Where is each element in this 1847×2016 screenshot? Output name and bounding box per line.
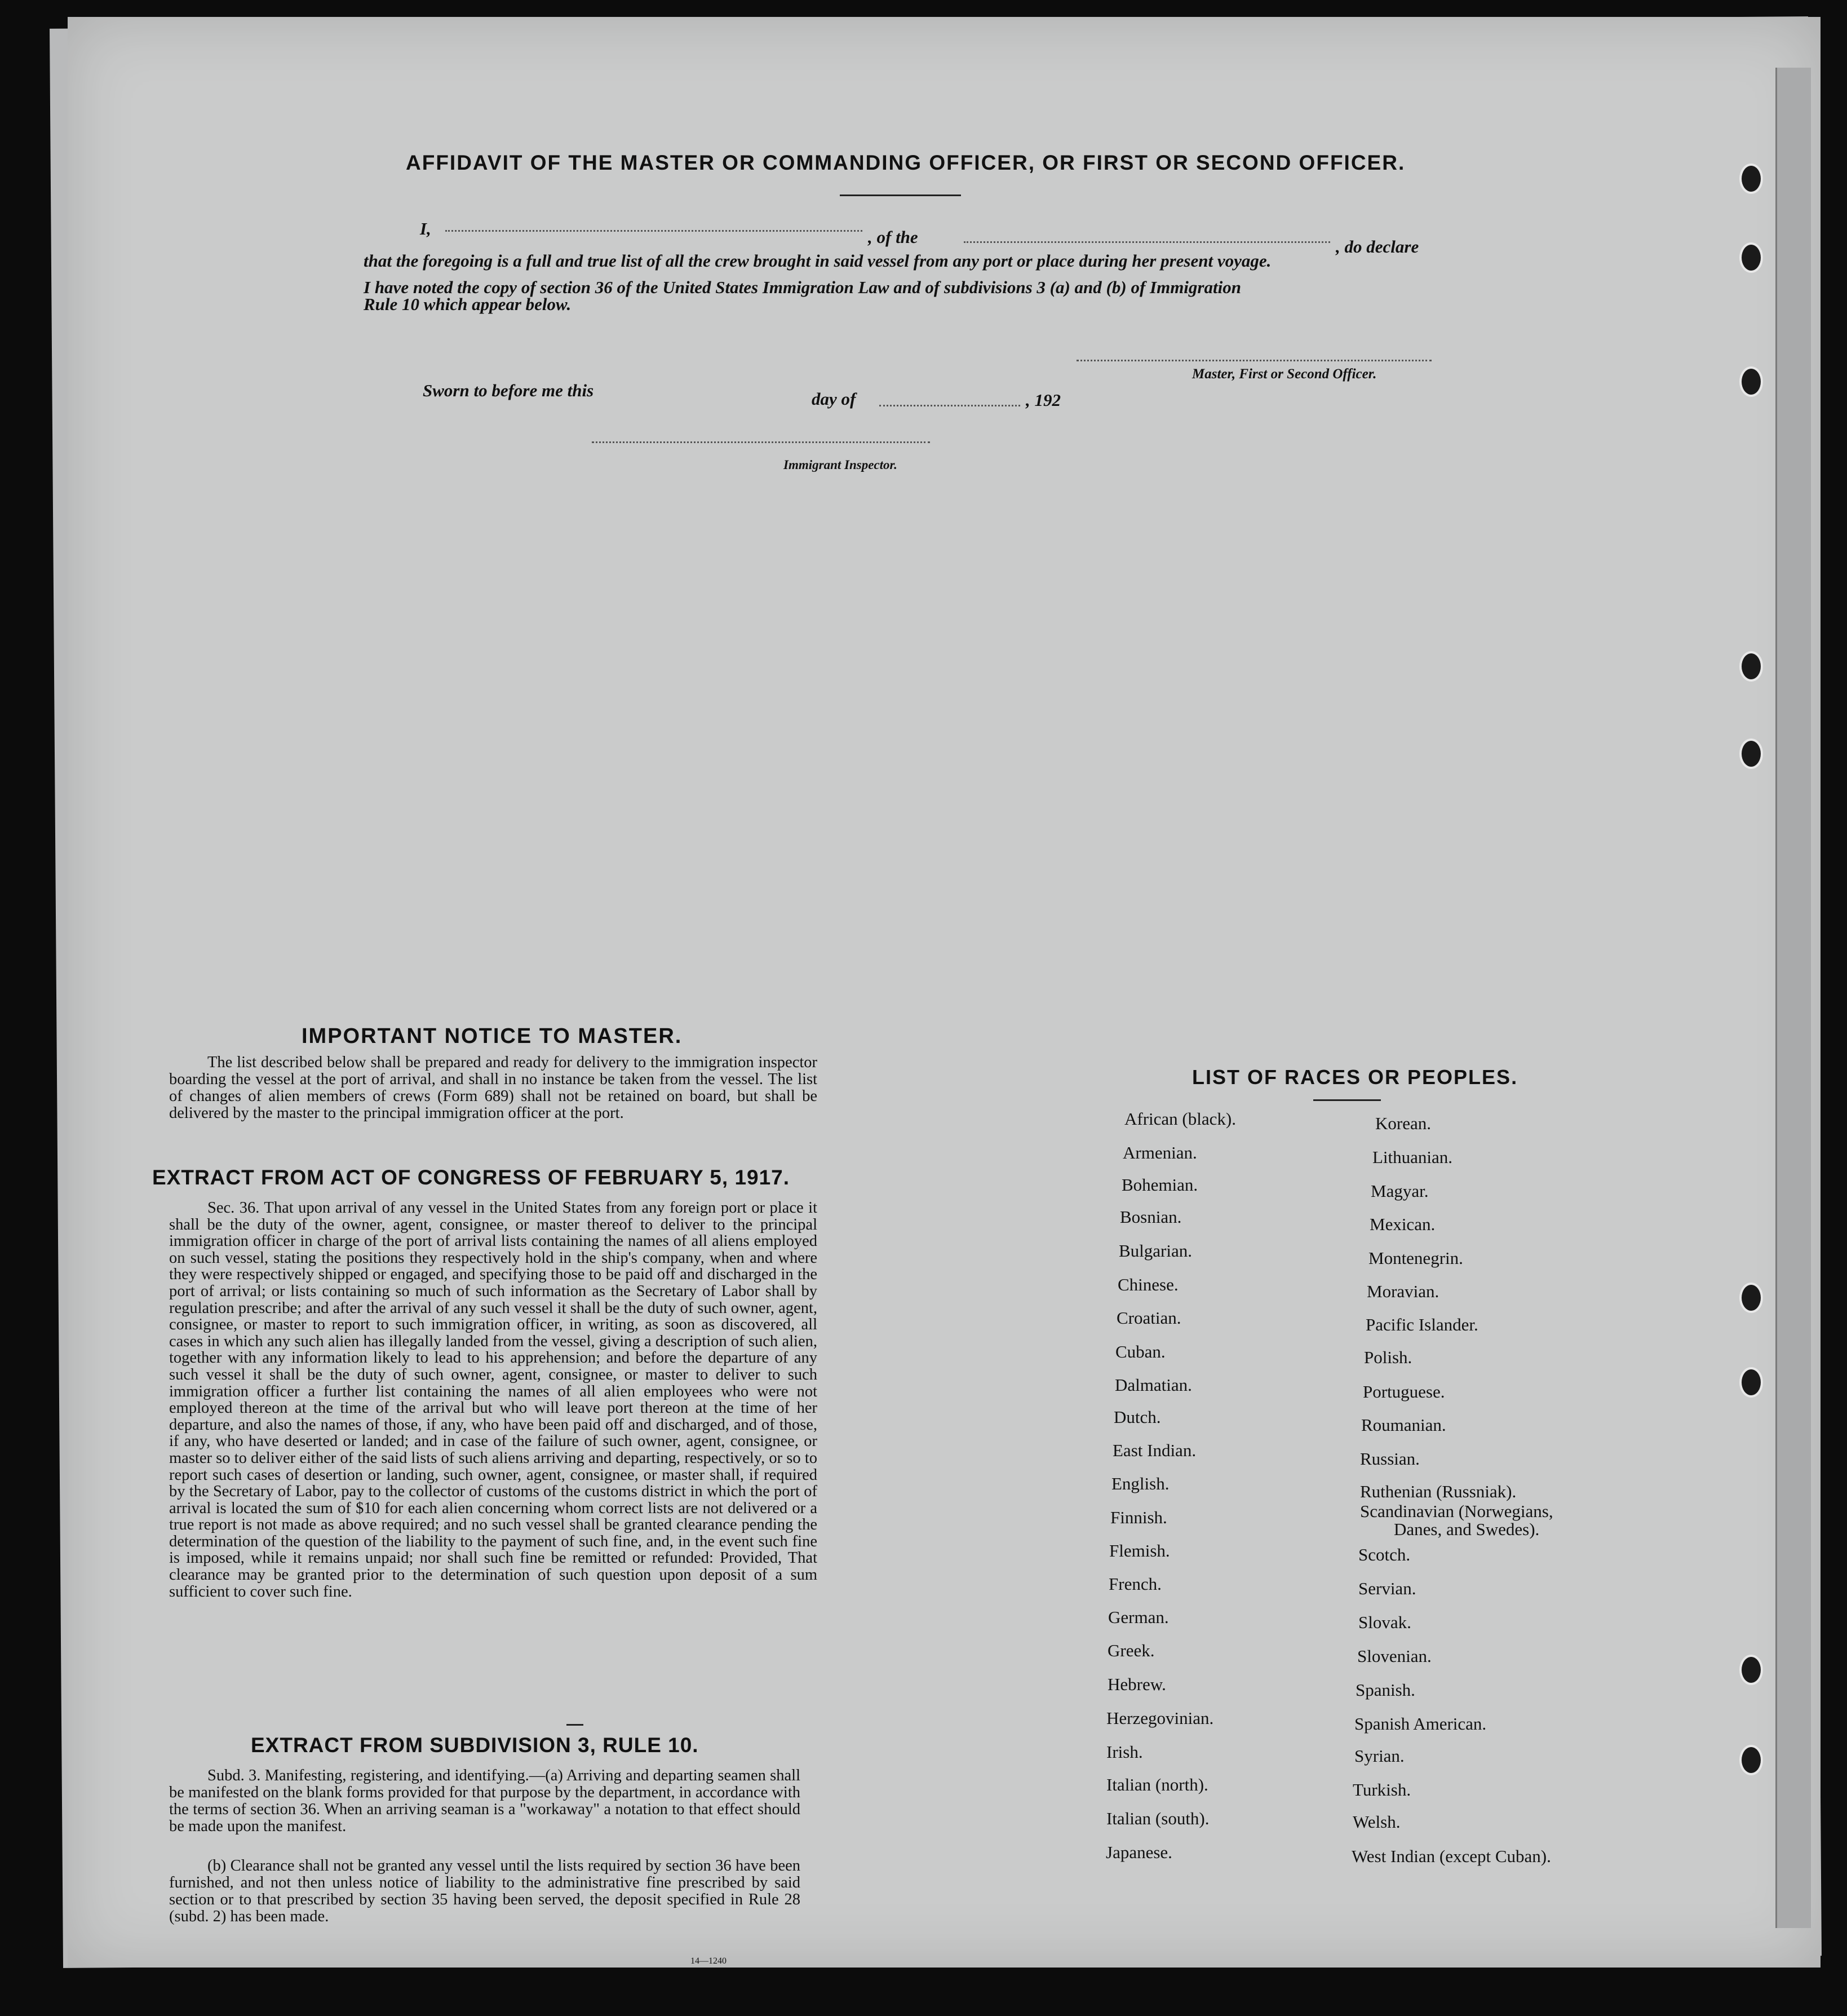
race-item: Danes, and Swedes).	[1394, 1519, 1540, 1539]
races-title: LIST OF RACES OR PEOPLES.	[1192, 1066, 1518, 1089]
punch-hole	[1739, 1745, 1763, 1775]
affidavit-do-declare: , do declare	[1336, 237, 1419, 257]
race-item: Spanish.	[1356, 1680, 1415, 1700]
date-field-line	[879, 405, 1020, 406]
punch-hole	[1739, 1367, 1763, 1398]
race-item: Bosnian.	[1120, 1207, 1182, 1227]
punch-hole	[1739, 651, 1763, 682]
race-item: Korean.	[1375, 1113, 1431, 1133]
race-item: Ruthenian (Russniak).	[1360, 1482, 1517, 1501]
master-signature-line	[1077, 360, 1432, 361]
race-item: Croatian.	[1117, 1308, 1181, 1328]
page-edge	[1775, 68, 1811, 1928]
race-item: Montenegrin.	[1368, 1248, 1463, 1268]
divider	[840, 194, 961, 196]
race-item: African (black).	[1124, 1109, 1236, 1129]
race-item: Slovak.	[1358, 1612, 1411, 1632]
race-item: Magyar.	[1371, 1181, 1429, 1201]
form-number: 14—1240	[690, 1956, 727, 1966]
race-item: Pacific Islander.	[1366, 1315, 1478, 1334]
race-item: Servian.	[1358, 1579, 1416, 1598]
race-item: Bulgarian.	[1119, 1241, 1192, 1261]
punch-hole	[1739, 1655, 1763, 1685]
race-item: Turkish.	[1353, 1780, 1411, 1800]
race-item: Cuban.	[1115, 1342, 1166, 1361]
punch-hole	[1739, 1283, 1763, 1313]
year-label: , 192	[1026, 390, 1061, 410]
race-item: Scotch.	[1358, 1545, 1411, 1564]
divider	[566, 1724, 583, 1726]
punch-hole	[1739, 242, 1763, 273]
day-of-label: day of	[812, 389, 856, 409]
vessel-field-line	[964, 241, 1330, 243]
divider	[1313, 1099, 1381, 1101]
name-field-line	[445, 230, 862, 232]
race-item: Flemish.	[1109, 1541, 1170, 1560]
affidavit-of-the: , of the	[868, 227, 918, 247]
race-item: East Indian.	[1113, 1440, 1197, 1460]
race-item: Scandinavian (Norwegians,	[1360, 1501, 1553, 1521]
affidavit-line-4: Rule 10 which appear below.	[364, 294, 572, 314]
notice-title: IMPORTANT NOTICE TO MASTER.	[302, 1024, 683, 1048]
race-item: Roumanian.	[1361, 1415, 1446, 1435]
race-item: Russian.	[1360, 1449, 1420, 1469]
document-page	[68, 17, 1821, 1968]
race-item: Dutch.	[1114, 1407, 1161, 1427]
subdivision-text-a: Subd. 3. Manifesting, registering, and identifying.—(a) Arriving and departing seamen shall be manifested on the blank forms provided for that purpose by the department, in accordance with the terms of section 36. When an arriving seaman is a "workaway" a notation to that effect should be made upon the manifest.	[169, 1767, 800, 1835]
race-item: Dalmatian.	[1115, 1375, 1192, 1395]
race-item: Herzegovinian.	[1106, 1708, 1214, 1728]
race-item: Italian (south).	[1106, 1809, 1210, 1828]
race-item: Welsh.	[1353, 1812, 1401, 1832]
subdivision-title: EXTRACT FROM SUBDIVISION 3, RULE 10.	[251, 1734, 699, 1757]
race-item: Polish.	[1364, 1347, 1412, 1367]
sworn-label: Sworn to before me this	[423, 381, 594, 400]
master-signature-label: Master, First or Second Officer.	[1192, 366, 1377, 382]
race-item: Greek.	[1108, 1641, 1155, 1660]
act-text: Sec. 36. That upon arrival of any vessel in the United States from any foreign port or place it shall be the duty of the owner, agent, consignee, or master thereof to deliver to the principal immigration officer in charge of the port of arrival lists containing the names of all aliens employed on such vessel, stating the positions they respectively hold in the ship's company, when and where they were respectively shipped or engaged, and specifying those to be paid off and discharged in the port of arrival; or lists containing so much of such information as the Secretary of Labor shall by regulation prescribe; and after the arrival of any such vessel it shall be the duty of such owner, agent, consignee, or master to report to such immigration officer, in writing, as soon as discovered, all cases in which any such alien has illegally landed from the vessel, giving a description of such alien, together with any information likely to lead to his apprehension; and before the departure of any such vessel it shall be the duty of such owner, agent, consignee, or master to deliver to such immigration officer a further list containing the names of all alien employees who were not employed thereon at the time of the arrival but who will leave port thereon at the time of her departure, and also the names of those, if any, who have been paid off and discharged, and of those, if any, who have deserted or landed; and in case of the failure of such owner, agent, consignee, or master so to deliver either of the said lists of such aliens arriving and departing, respectively, or so to report such cases of desertion or landing, such owner, agent, consignee, or master shall, if required by the Secretary of Labor, pay to the collector of customs of the customs district in which the port of arrival is located the sum of $10 for each alien concerning whom correct lists are not delivered or a true report is not made as above required; and no such vessel shall be granted clearance pending the determination of the question of the liability to the payment of such fine, and, in the event such fine is imposed, while it remains unpaid; nor shall such fine be remitted or refunded: Provided, That clearance may be granted prior to the determination of such question upon deposit of a sum sufficient to cover such fine.	[169, 1199, 817, 1601]
race-item: Syrian.	[1354, 1746, 1405, 1766]
race-item: Bohemian.	[1122, 1175, 1198, 1195]
race-item: Spanish American.	[1354, 1714, 1487, 1734]
race-item: Hebrew.	[1108, 1674, 1166, 1694]
punch-hole	[1739, 163, 1763, 194]
affidavit-title: AFFIDAVIT OF THE MASTER OR COMMANDING OFFICER, OR FIRST OR SECOND OFFICER.	[406, 151, 1406, 174]
race-item: West Indian (except Cuban).	[1352, 1846, 1551, 1866]
race-item: Moravian.	[1367, 1281, 1439, 1301]
race-item: Japanese.	[1106, 1842, 1172, 1862]
race-item: Italian (north).	[1106, 1775, 1208, 1794]
race-item: Irish.	[1106, 1742, 1143, 1762]
notice-text: The list described below shall be prepared and ready for delivery to the immigration inspector boarding the vessel at the port of arrival, and shall in no instance be taken from the vessel. The list of changes of alien members of crews (Form 689) shall not be retained on board, but shall be delivered by the master to the principal immigration officer at the port.	[169, 1054, 817, 1122]
race-item: Armenian.	[1123, 1143, 1197, 1162]
punch-hole	[1739, 366, 1763, 397]
race-item: Lithuanian.	[1372, 1147, 1453, 1167]
race-item: Chinese.	[1118, 1275, 1179, 1294]
punch-hole	[1739, 739, 1763, 769]
race-item: Slovenian.	[1357, 1646, 1432, 1666]
race-item: Portuguese.	[1363, 1382, 1445, 1402]
race-item: French.	[1109, 1574, 1162, 1594]
act-title: EXTRACT FROM ACT OF CONGRESS OF FEBRUARY 5, 1917.	[152, 1166, 790, 1189]
race-item: English.	[1111, 1474, 1170, 1493]
race-item: Finnish.	[1110, 1507, 1167, 1527]
race-item: German.	[1108, 1607, 1169, 1627]
inspector-signature-line	[592, 441, 930, 443]
race-item: Mexican.	[1370, 1214, 1436, 1234]
affidavit-line-2: that the foregoing is a full and true list of all the crew brought in said vessel from any port or place during her present voyage.	[364, 251, 1272, 271]
subdivision-text-b: (b) Clearance shall not be granted any vessel until the lists required by section 36 have been furnished, and not then unless notice of liability to the administrative fine prescribed by said section or to that prescribed by section 35 having been served, the deposit specified in Rule 28 (subd. 2) has been made.	[169, 1857, 800, 1925]
affidavit-line-3: I have noted the copy of section 36 of the United States Immigration Law and of subdivisions 3 (a) and (b) of Immigration	[364, 277, 1241, 297]
inspector-signature-label: Immigrant Inspector.	[783, 458, 897, 472]
affidavit-i-label: I,	[420, 219, 431, 238]
